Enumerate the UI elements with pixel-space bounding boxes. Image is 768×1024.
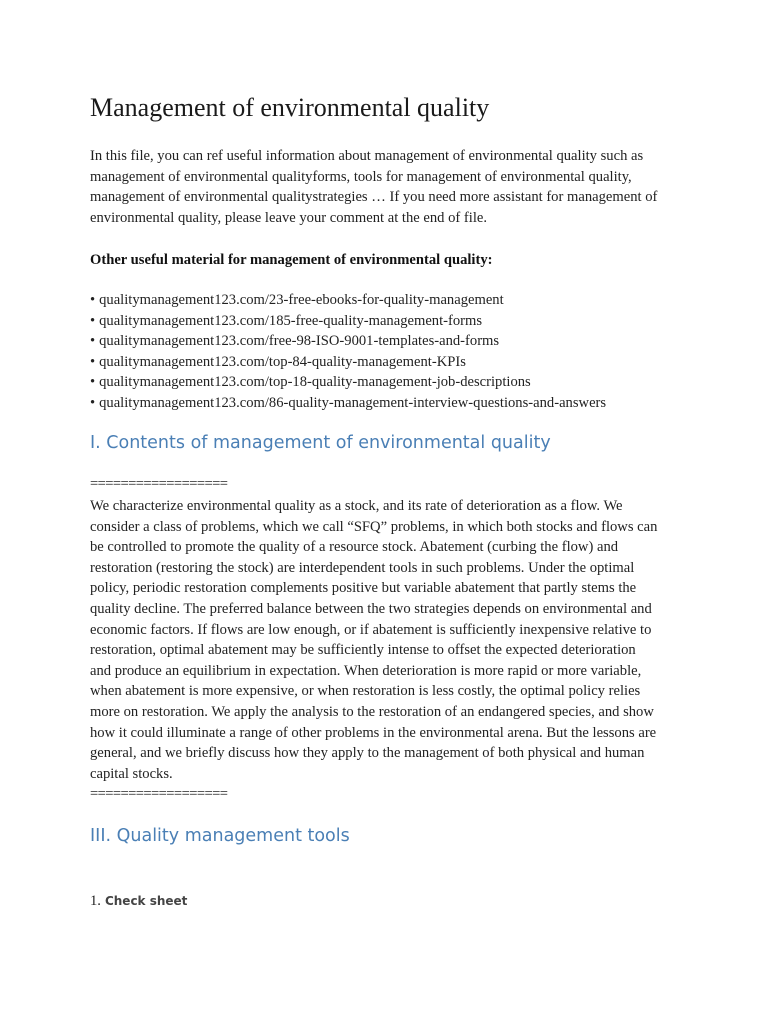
intro-line: In this file, you can ref useful information about management of environmental quality such as <box>90 148 644 164</box>
section-heading-contents: I. Contents of management of environmental quality <box>90 433 551 453</box>
bullet-icon: • <box>90 394 96 411</box>
tool-item-check-sheet <box>90 891 187 911</box>
body-line: restoration, optimal abatement may be sufficiently intense to offset the expected deterioration <box>90 642 636 659</box>
intro-line: management of environmental qualityforms, tools for management of environmental quality, <box>90 168 632 185</box>
page-title: Management of environmental quality <box>90 93 490 122</box>
bullet-icon: • <box>90 292 96 308</box>
intro-paragraph <box>90 146 685 228</box>
body-line: and produce an equilibrium in expectation. When deterioration is more rapid or more variable, <box>90 662 642 679</box>
resource-link[interactable]: qualitymanagement123.com/top-18-quality-management-job-descriptions <box>99 374 531 391</box>
resource-link[interactable]: qualitymanagement123.com/top-84-quality-management-KPIs <box>99 353 466 370</box>
list-item[interactable] <box>90 372 606 393</box>
body-line: economic factors. If flows are low enough, or if abatement is sufficiently inexpensive relative to <box>90 621 652 638</box>
body-line: consider a class of problems, which we call “SFQ” problems, in which both stocks and flows can <box>90 518 658 535</box>
body-line: more on restoration. We apply the analysis to the restoration of an endangered species, and show <box>90 703 654 720</box>
bullet-icon: • <box>90 312 96 329</box>
resource-link[interactable]: qualitymanagement123.com/185-free-quality-management-forms <box>99 312 483 329</box>
intro-line: environmental quality, please leave your comment at the end of file. <box>90 209 487 226</box>
body-line: policy, periodic restoration complements positive but variable abatement that partly stems the <box>90 580 637 597</box>
resource-link-list <box>90 290 606 414</box>
body-line: be controlled to promote the quality of a resource stock. Abatement (curbing the flow) and <box>90 539 619 556</box>
body-paragraph <box>90 496 685 784</box>
tool-item-number: 1. <box>90 893 101 909</box>
tool-item-label: Check sheet <box>104 894 188 908</box>
list-item[interactable] <box>90 311 606 332</box>
bullet-icon: • <box>90 333 96 350</box>
body-line: when abatement is more expensive, or when restoration is less costly, the optimal policy relies <box>90 683 641 700</box>
body-line: capital stocks. <box>90 765 173 782</box>
separator-bottom: ================== <box>90 786 228 802</box>
section-heading-tools: III. Quality management tools <box>90 826 350 846</box>
resource-link[interactable]: qualitymanagement123.com/86-quality-management-interview-questions-and-answers <box>99 394 607 411</box>
intro-line: management of environmental qualitystrategies … If you need more assistant for management of <box>90 189 658 205</box>
separator-top: ================== <box>90 476 228 492</box>
list-item[interactable] <box>90 290 606 311</box>
body-line: quality decline. The preferred balance between the two strategies depends on environmental and <box>90 600 652 617</box>
resource-link[interactable]: qualitymanagement123.com/23-free-ebooks-for-quality-management <box>99 292 504 308</box>
list-item[interactable] <box>90 331 606 352</box>
list-item[interactable] <box>90 352 606 373</box>
body-line: restoration (restoring the stock) are interdependent tools in such problems. Under the optimal <box>90 559 635 576</box>
bullet-icon: • <box>90 374 96 391</box>
body-line: how it could illuminate a range of other problems in the environmental arena. But the lessons are <box>90 724 657 741</box>
body-line: general, and we briefly discuss how they apply to the management of both physical and human <box>90 745 645 762</box>
bullet-icon: • <box>90 353 96 370</box>
other-material-heading: Other useful material for management of environmental quality: <box>90 252 493 268</box>
body-line: We characterize environmental quality as a stock, and its rate of deterioration as a flow. We <box>90 498 623 514</box>
resource-link[interactable]: qualitymanagement123.com/free-98-ISO-9001-templates-and-forms <box>99 333 500 350</box>
list-item[interactable] <box>90 393 606 414</box>
